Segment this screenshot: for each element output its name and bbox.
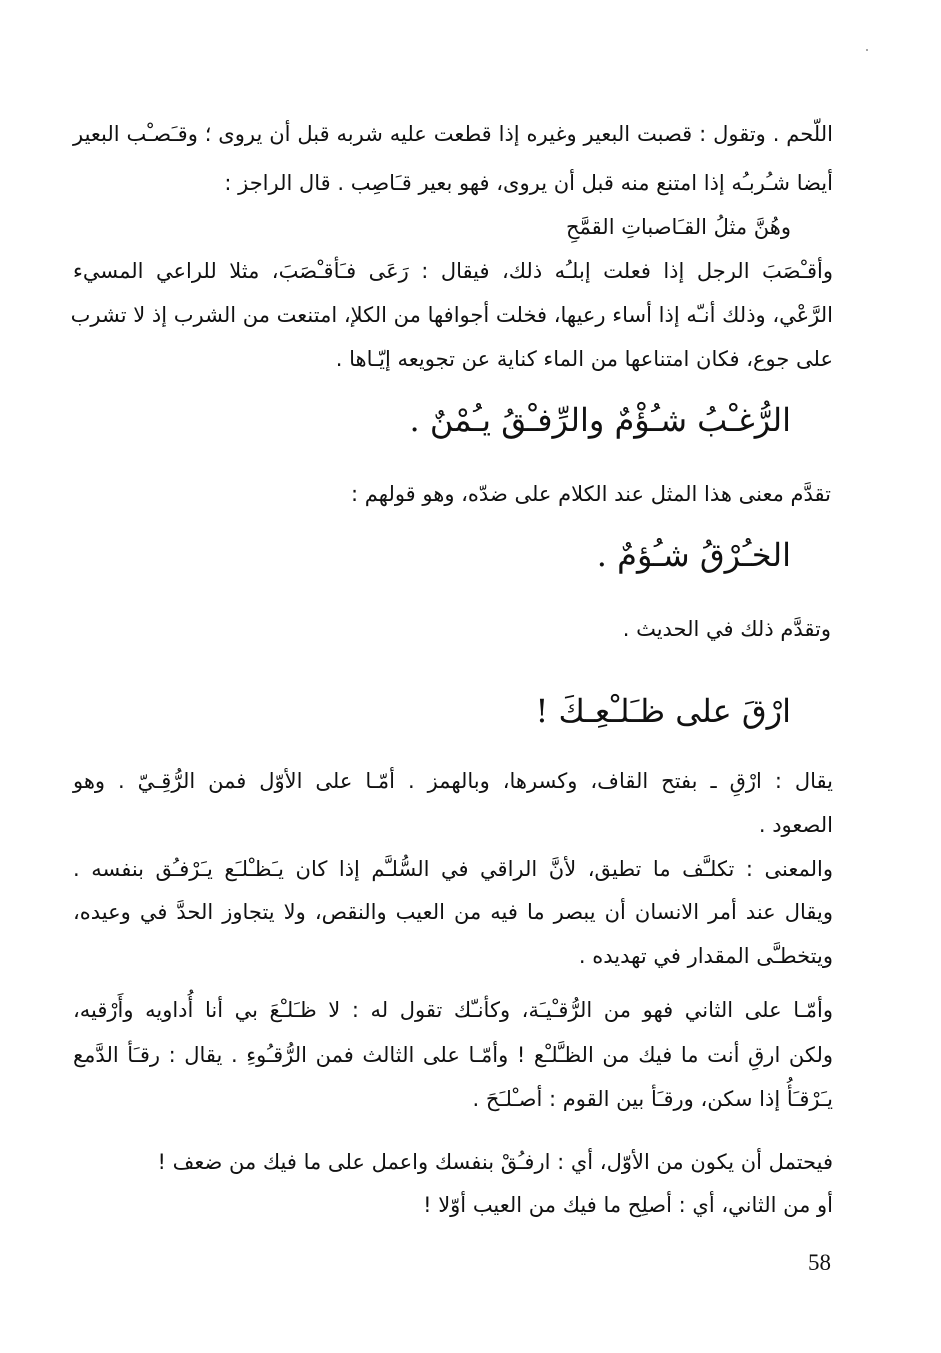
paragraph-line: ولكن ارقِ أنت ما فيك من الظـَّلـْع ! وأمّـا على الثالث فمن الرُّقـُوءِ . يقال : رقـَأ الدَّمع <box>73 1043 833 1067</box>
paragraph-line: ويقال عند أمر الانسان أن يبصر ما فيه من العيب والنقص، ولا يتجاوز الحدَّ في وعيده، <box>73 900 833 924</box>
page-number: 58 <box>808 1250 831 1275</box>
paragraph-line: وتقدَّم ذلك في الحديث . <box>622 617 831 641</box>
scan-speck <box>866 49 868 51</box>
paragraph-line: أو من الثاني، أي : أصلِح ما فيك من العيب أوّلا ! <box>423 1193 833 1217</box>
proverb-heading: ارْقَ على ظـَلـْعِـكَ ! <box>535 692 791 730</box>
paragraph-line: وأمّـا على الثاني فهو من الرُّقـْيـَة، وكأنـّك تقول له : لا ظـَلـْعَ بي أنا أُداويه وأَرْقيه، <box>73 998 833 1022</box>
paragraph-line: أيضا شـُربـُه إذا امتنع منه قبل أن يروى، فهو بعير قـَاصِب . قال الراجز : <box>224 171 833 195</box>
paragraph-line: والمعنى : تكلـَّف ما تطيق، لأنَّ الراقي في السُّلـَّم إذا كان يـَظـْلـَع يـَرْفـُق بنفسه . <box>73 857 833 881</box>
paragraph-line: وأقـْصَبَ الرجل إذا فعلت إبلـُه ذلك، فيقال : رَعَى فـَأقـْصَبَ، مثلا للراعي المسيء <box>73 259 833 283</box>
proverb-heading: الخـُرْقُ شـُؤمٌ . <box>596 536 791 574</box>
paragraph-line: ويتخطـَّى المقدار في تهديده . <box>578 944 833 968</box>
paragraph-line: يقال : ارْقِ ـ بفتح القاف، وكسرها، وبالهمز . أمّـا على الأوّل فمن الرُّقِـيّ . وهو <box>73 769 833 793</box>
proverb-heading: الرُّغـْبُ شـُؤْمٌ والرِّفـْقُ يـُمْنٌ . <box>409 401 791 439</box>
paragraph-line: تقدَّم معنى هذا المثل عند الكلام على ضدّه، وهو قولهم : <box>351 482 831 506</box>
paragraph-line: على جوع، فكان امتناعها من الماء كناية عن تجويعه إيّـاها . <box>335 347 833 371</box>
paragraph-line: يـَرْقـَأُ إذا سكن، ورقـَأ بين القوم : أصـْلـَحَ . <box>472 1087 833 1111</box>
paragraph-line: الصعود . <box>758 813 833 837</box>
paragraph-line: اللّحم . وتقول : قصبت البعير وغيره إذا قطعت عليه شربه قبل أن يروى ؛ وقـَصـْب البعير <box>73 122 833 146</box>
verse-line: وهُنَّ مثلُ القـَاصباتِ القمَّحِ <box>565 215 791 239</box>
paragraph-line: فيحتمل أن يكون من الأوّل، أي : ارفـُقْ بنفسك واعمل على ما فيك من ضعف ! <box>157 1150 833 1174</box>
paragraph-line: الرَّعْي، وذلك أنـّه إذا أساء رعيها، فخلت أجوافها من الكلإ، امتنعت من الشرب إذ لا تشرب <box>70 303 833 327</box>
